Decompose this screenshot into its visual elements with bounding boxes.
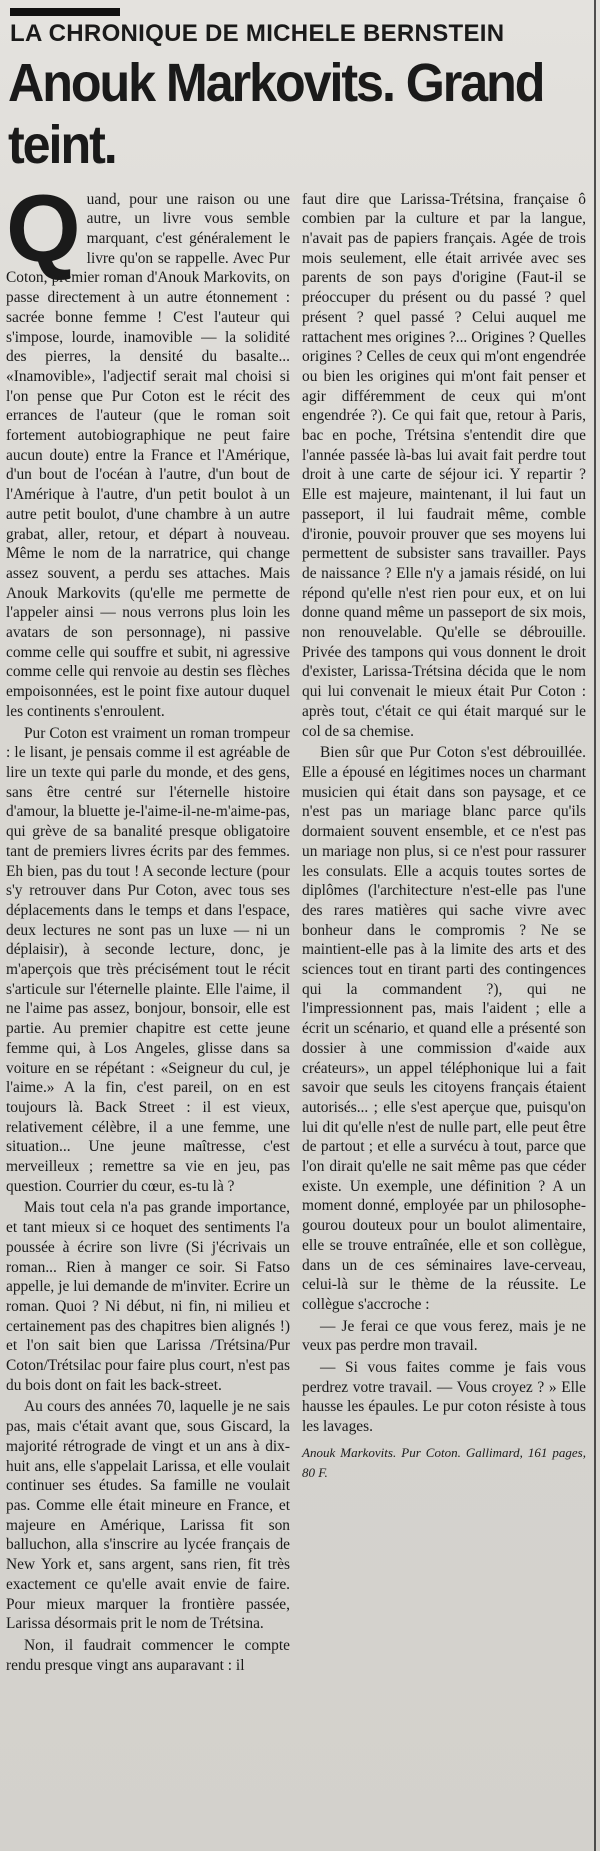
paragraph: — Si vous faites comme je fais vous perdrez votre travail. — Vous croyez ? » Elle hausse les épaules. Le pur coton résiste à tous les lavages. (302, 1359, 586, 1436)
paragraph: faut dire que Larissa-Trétsina, française ô combien par la culture et par la langue, n'avait pas de papiers français. Agée de trois mois seulement, elle était arrivée avec ses parents de son pays d'origine (Faut-il se préoccuper du présent ou du passé ? quel présent ? quel passé ? Celui auquel me rattachent mes origines ?... Origines ? Quelles origines ? Celles de ceux qui m'ont engendrée ou bien les origines qui m'ont fait penser et agir différemment de ceux qui m'ont engendrée ?). Ce qui fait que, retour à Paris, bac en poche, Trétsina s'entendit dire que l'année passée là-bas lui avait fait perdre tout droit à une carte de séjour ici. Y repartir ? Elle est majeure, maintenant, il lui faut un passeport, il lui faudrait même, comble d'ironie, pouvoir prouver que ses moyens lui permettent de subsister sans travailler. Pays de naissance ? Elle n'y a jamais résidé, on lui répond qu'elle n'est rien pour eux, et on lui donne quand même un passeport de six mois, non renouvelable. Qu'elle se débrouille. Privée des tampons qui vous donnent le droit d'exister, Larissa-Trétsina décida que le nom qui lui convenait le mieux était Pur Coton : après tout, c'était ce qui était marqué sur le col de sa chemise. (302, 190, 586, 740)
paragraph: Au cours des années 70, laquelle je ne sais pas, mais c'était avant que, sous Giscard, la majorité rétrograde de vingt et un ans à dix-huit ans, elle s'appelait Larissa, et elle voulait continuer ses études. Sa famille ne voulait pas. Comme elle était mineure en France, et majeure en Amérique, Larissa fit son balluchon, alla s'inscrire au lycée français de New York et, sans argent, sans rien, fit très exactement ce qu'elle avait envie de faire. Pour mieux marquer la frontière passée, Larissa désormais prit le nom de Trétsina. (6, 1398, 290, 1633)
article-body (6, 174, 586, 1676)
column-kicker: LA CHRONIQUE DE MICHELE BERNSTEIN (10, 20, 505, 47)
left-column (6, 174, 290, 1676)
drop-cap: Q (6, 174, 79, 282)
book-credit: Anouk Markovits. Pur Coton. Gallimard, 161 pages, 80 F. (302, 1444, 586, 1480)
header-rule (10, 8, 120, 16)
headline: Anouk Markovits. Grand teint. (8, 52, 544, 175)
paragraph: Non, il faudrait commencer le compte rendu presque vingt ans auparavant : il (6, 1636, 290, 1674)
right-column (302, 190, 586, 1676)
paragraph: — Je ferai ce que vous ferez, mais je ne veux pas perdre mon travail. (302, 1317, 586, 1355)
paragraph: Bien sûr que Pur Coton s'est débrouillée. Elle a épousé en légitimes noces un charmant musicien qui était dans son paysage, et ce n'est pas un mariage blanc parce qu'ils dormaient souvent ensemble, et ce n'est pas un mariage non plus, si ce n'est pour rassurer les consulats. Elle a acquis toutes sortes de diplômes (l'architecture n'est-elle pas l'une des rares matières qui sache vivre avec bonheur dans le compromis ? Ne se maintient-elle pas à la limite des arts et des sciences tout en tirant parti des contingences qui la commandent ?), qui ne l'impressionnent pas, mais l'aident ; elle a écrit un scénario, et quand elle a présenté son dossier à une commission d'«aide aux créateurs», un appel téléphonique lui a fait savoir que seuls les citoyens français étaient autorisés... ; elle s'est aperçue que, puisqu'on lui dit qu'elle n'est de nulle part, elle peut être de partout ; et elle a survécu à tout, parce que l'on dirait qu'elle ne sait même pas que céder existe. Un exemple, une définition ? A un moment donné, employée par un philosophe-gourou douteux pour un boulot alimentaire, elle se trouve entraînée, elle et son collègue, dans un de ces séminaires lave-cerveau, celui-là sur le thème de la réussite. Le collègue s'accroche : (302, 744, 586, 1313)
paragraph: Pur Coton est vraiment un roman trompeur : le lisant, je pensais comme il est agréable de lire un texte qui parle du monde, et des gens, sans être centré sur l'éternelle histoire d'amour, la bluette je-l'aime-il-ne-m'aime-pas, qui grève de sa banalité presque obligatoire tant de premiers livres écrits par des femmes. Eh bien, pas du tout ! A seconde lecture (pour s'y retrouver dans Pur Coton, avec tous ses déplacements dans le temps et dans l'espace, deux lectures ne sont pas un luxe — ni un déplaisir), à seconde lecture, donc, je m'aperçois que très précisément tout le récit s'articule sur l'éternelle plainte. Elle l'aime, il ne l'aime pas assez, bonjour, bonsoir, elle est partie. Au premier chapitre est cette jeune femme qui, à Los Angeles, glisse dans sa voiture en se répétant : «Seigneur du cul, je l'aime.» A la fin, c'est pareil, on en est toujours là. Back Street : il est vieux, relativement célèbre, il a une femme, une situation... Une jeune maîtresse, c'est merveilleux ; remettre sa vie en jeu, pas question. Courrier du cœur, es-tu là ? (6, 724, 290, 1195)
paragraph: Mais tout cela n'a pas grande importance, et tant mieux si ce hoquet des sentiments l'a poussée à écrire son livre (Si j'écrivais un roman... Rien à manger ce soir. Si Fatso appelle, je lui demande de m'inviter. Ecrire un roman. Quoi ? Ni début, ni fin, ni milieu et certainement pas des chapitres bien alignés !) et l'on sait bien que Larissa /Trétsina/Pur Coton/Trétsilac pour faire plus court, n'est pas du bois dont on fait les back-street. (6, 1199, 290, 1394)
paragraph: Quand, pour une raison ou une autre, un livre vous semble marquant, c'est généralement le livre qu'on se rappelle. Avec Pur Coton, premier roman d'Anouk Markovits, on passe directement à un autre étonnement : sacrée bonne femme ! C'est l'auteur qui s'impose, lourde, inamovible — la solidité des pierres, la densité du basalte... «Inamovible», l'adjectif serait mal choisi si l'on pense que Pur Coton est le récit des errances de l'auteur (que le roman soit fortement autobiographique ne peut faire aucun doute) entre la France et l'Amérique, d'un bout de l'océan à l'autre, d'un bout de l'Amérique à l'autre, d'un petit boulot à un autre petit boulot, d'une chambre à un autre grabat, aller, retour, et départ à nouveau. Même le nom de la narratrice, qui change assez souvent, a perdu ses attaches. Mais Anouk Markovits (qu'elle me permette de l'appeler ainsi — nous verrons plus loin les avatars de son personnage), ni passive comme celle qui souffre et subit, ni agressive comme celle qui renvoie au destin ses flèches empoisonnées, est le point fixe autour duquel les continents s'enroulent. (6, 174, 290, 720)
